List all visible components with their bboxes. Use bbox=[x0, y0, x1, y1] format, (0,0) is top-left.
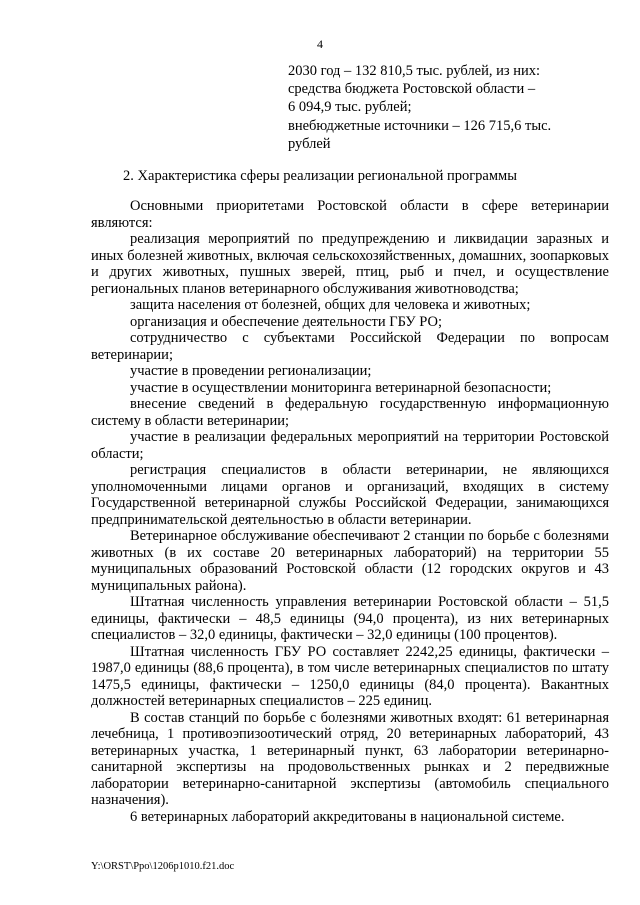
paragraph: участие в проведении регионализации; bbox=[130, 363, 372, 379]
paragraph: Ветеринарное обслуживание обеспечивают 2 станции по борьбе с болезнями животных (в их составе 20 ветеринарных лабораторий) на территории 55 муниципальных образований Ростовской области (12 городских округов и 43 муниципальных района). bbox=[91, 528, 609, 594]
funding-line-regional-budget: средства бюджета Ростовской области – bbox=[288, 81, 536, 98]
funding-line-2030: 2030 год – 132 810,5 тыс. рублей, из них: bbox=[288, 63, 541, 79]
paragraph: Штатная численность управления ветеринарии Ростовской области – 51,5 единицы, фактически – 48,5 единицы (94,0 процента), из них ветеринарных специалистов – 32,0 единицы, фактически – 32,0 единицы (100 процентов). bbox=[91, 594, 609, 643]
paragraph: регистрация специалистов в области ветеринарии, не являющихся уполномоченными лицами органов и организаций, входящих в систему Государственной ветеринарной службы Российской Федерации, занимающихся предпринимательской деятельностью в области ветеринарии. bbox=[91, 462, 609, 528]
paragraph: В состав станций по борьбе с болезнями животных входят: 61 ветеринарная лечебница, 1 противоэпизоотический отряд, 20 ветеринарных лабораторий, 43 ветеринарных участка, 1 ветеринарный пункт, 63 лаборатории ветеринарно-санитарной экспертизы на продовольственных рынках и 2 передвижные лаборатории ветеринарно-санитарной экспертизы (автомобиль специального назначения). bbox=[91, 709, 609, 808]
paragraph: сотрудничество с субъектами Российской Федерации по вопросам ветеринарии; bbox=[91, 330, 609, 363]
paragraph: Основными приоритетами Ростовской области в сфере ветеринарии являются: bbox=[91, 198, 609, 231]
file-path-footer: Y:\ORST\Ppo\1206p1010.f21.doc bbox=[91, 861, 235, 872]
funding-summary bbox=[288, 62, 601, 153]
paragraph: Штатная численность ГБУ РО составляет 2242,25 единицы, фактически – 1987,0 единицы (88,6 процента), в том числе ветеринарных специалистов по штату 1475,5 единицы, фактически – 1250,0 единицы (84,0 процента). Вакантных должностей ветеринарных специалистов – 225 единиц. bbox=[91, 643, 609, 709]
funding-line-extrabudget-unit: рублей bbox=[288, 135, 331, 152]
funding-line-extrabudget: внебюджетные источники – 126 715,6 тыс. bbox=[288, 117, 552, 134]
paragraph: участие в осуществлении мониторинга ветеринарной безопасности; bbox=[130, 379, 552, 396]
paragraph: защита населения от болезней, общих для человека и животных; bbox=[130, 297, 531, 313]
paragraph: 6 ветеринарных лабораторий аккредитованы в национальной системе. bbox=[130, 808, 565, 825]
paragraph: организация и обеспечение деятельности ГБУ РО; bbox=[130, 313, 443, 330]
funding-line-regional-amount: 6 094,9 тыс. рублей; bbox=[288, 99, 412, 116]
paragraph: внесение сведений в федеральную государственную информационную систему в области ветеринарии; bbox=[91, 396, 609, 429]
paragraph: участие в реализации федеральных мероприятий на территории Ростовской области; bbox=[91, 429, 609, 462]
paragraph: реализация мероприятий по предупреждению и ликвидации заразных и иных болезней животных, включая сельскохозяйственных, домашних, зоопарковых и других животных, пушных зверей, птиц, рыб и пчел, и осуществление региональных планов ветеринарного обслуживания животноводства; bbox=[91, 231, 609, 297]
section-heading: 2. Характеристика сферы реализации региональной программы bbox=[123, 168, 517, 184]
page-number: 4 bbox=[317, 37, 323, 51]
section-body bbox=[91, 198, 609, 825]
